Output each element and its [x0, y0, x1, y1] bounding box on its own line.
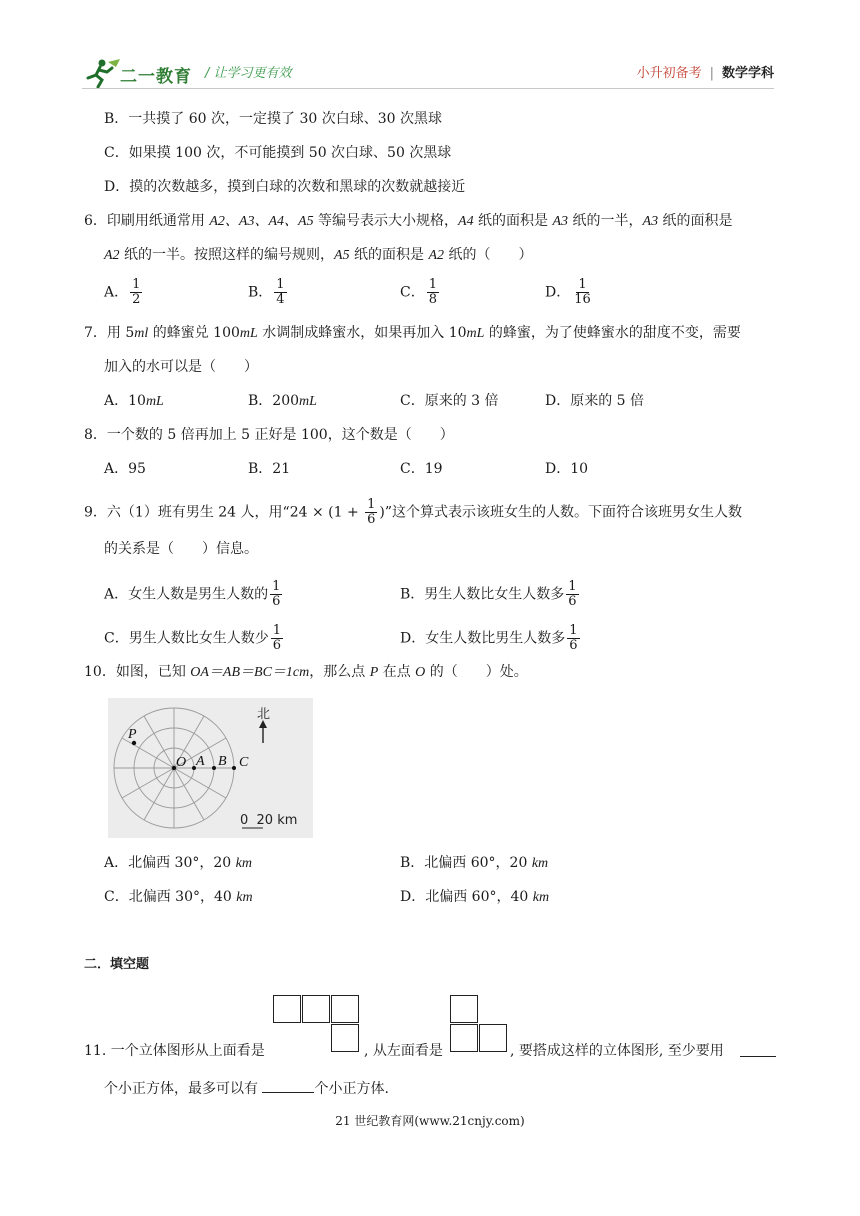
q9-option-d: [400, 624, 582, 653]
q11-text: 个小正方体.: [314, 1081, 389, 1097]
numerator: 1: [578, 277, 587, 292]
point-label: P: [369, 665, 379, 680]
label-a: A: [196, 754, 205, 769]
answer-blank-min[interactable]: [740, 1056, 776, 1057]
denominator: 6: [569, 638, 578, 653]
grid-cell: [331, 995, 359, 1023]
q7-text: 水调制成蜂蜜水，如果再加入 10: [257, 325, 467, 341]
header-right: [637, 62, 774, 81]
option-label: C．: [400, 284, 425, 301]
q10-option-d: [400, 887, 549, 908]
fraction: [130, 278, 142, 307]
q7-option-b: [248, 391, 317, 412]
q6-text: 6．印刷用纸通常用: [84, 213, 210, 229]
scale-label: 0 20 km: [240, 813, 298, 828]
q10-text: 10．如图，已知: [84, 664, 191, 680]
page-footer: 21 世纪教育网(www.21cnjy.com): [335, 1114, 525, 1128]
q6-stem-line1: [84, 211, 733, 232]
q9-option-c: [104, 624, 285, 653]
q10-option-b: [400, 853, 548, 874]
option-label: D．: [545, 284, 571, 301]
fraction: [274, 278, 286, 307]
header-divider: [82, 88, 774, 89]
label-b: B: [218, 754, 227, 769]
q7-option-c: C．原来的 3 倍: [400, 393, 499, 409]
unit: km: [236, 890, 253, 905]
q6-option-b: [248, 278, 289, 307]
q6-codes: A2、A3、A4、A5: [209, 214, 314, 229]
q11-text: 个小正方体，最多可以有: [104, 1081, 263, 1097]
q9-expression: 24 × (1 +: [289, 504, 364, 521]
option-text: A．10: [104, 393, 146, 409]
q6-text: 纸的一半。按照这样的编号规则，: [119, 247, 335, 263]
denominator: 8: [428, 292, 437, 307]
fraction: [270, 580, 282, 609]
q7-stem-line2: 加入的水可以是（ ）: [104, 359, 258, 375]
q7-text: 的蜂蜜兑 100: [148, 325, 240, 341]
denominator: 6: [272, 594, 281, 609]
unit: ml: [134, 326, 149, 341]
q7-option-a: [104, 391, 164, 412]
grid-cell: [479, 1024, 507, 1052]
fraction: [567, 624, 579, 653]
q6-code: A2: [104, 248, 120, 263]
q6-code: A4: [458, 214, 474, 229]
q9-option-b: [400, 580, 581, 609]
answer-blank-max[interactable]: [262, 1078, 314, 1093]
option-text: A．女生人数是男生人数的: [104, 586, 269, 603]
fraction: [427, 278, 439, 307]
q8-stem: 8．一个数的 5 倍再加上 5 正好是 100，这个数是（ ）: [84, 427, 454, 443]
option-text: D．北偏西 60°，40: [400, 889, 533, 905]
label-c: C: [239, 755, 249, 770]
top-view-shape: [273, 995, 363, 1055]
q11-part1: 11. 一个立体图形从上面看是: [84, 1043, 265, 1059]
q10-stem: [84, 662, 528, 683]
header-separator: |: [709, 66, 714, 81]
q7-text: 的蜂蜜，为了使蜂蜜水的甜度不变，需要: [484, 325, 741, 341]
label-o: O: [176, 755, 187, 770]
q9-text: ”这个算式表示该班女生的人数。下面符合该班男女生人数: [384, 504, 743, 521]
option-text: D．女生人数比男生人数多: [400, 630, 566, 647]
point-c-dot: [232, 766, 236, 770]
numerator: 1: [276, 277, 285, 292]
q6-code: A3: [552, 214, 569, 229]
grid-cell: [331, 1024, 359, 1052]
q7-option-d: D．原来的 5 倍: [545, 393, 645, 409]
option-text: C．北偏西 30°，40: [104, 889, 237, 905]
q11-part2: , 从左面看是: [364, 1043, 443, 1059]
grid-cell: [302, 995, 330, 1023]
q6-code: A2: [428, 248, 445, 263]
q9-expression: ): [379, 504, 385, 521]
q11-part3: , 要搭成这样的立体图形, 至少要用: [510, 1043, 724, 1059]
numerator: 1: [132, 277, 141, 292]
option-text: B．200: [248, 393, 300, 409]
option-text: A．北偏西 30°，20: [104, 855, 236, 871]
q6-option-d: [545, 278, 595, 307]
point-label: O: [415, 665, 426, 680]
q6-text: 纸的面积是: [658, 213, 733, 229]
subject-label: 数学学科: [721, 66, 774, 81]
denominator: 4: [276, 292, 285, 307]
q8-option-b: B．21: [248, 461, 291, 477]
q10-text: 在点: [378, 664, 416, 680]
fraction: [566, 580, 578, 609]
option-label: B．: [248, 284, 273, 301]
left-view-shape: [450, 995, 510, 1055]
q6-code: A5: [334, 248, 350, 263]
q10-option-a: [104, 853, 252, 874]
fraction: [271, 624, 283, 653]
unit: mL: [239, 326, 258, 341]
q6-option-c: [400, 278, 441, 307]
fraction: [572, 278, 593, 307]
runner-logo-icon: [82, 58, 122, 88]
q6-stem-line2: [104, 245, 533, 266]
q9-text: 9．六（1）班有男生 24 人，用“: [84, 504, 290, 521]
grid-cell: [450, 995, 478, 1023]
point-b-dot: [212, 766, 216, 770]
unit: mL: [145, 394, 164, 409]
grid-cell: [450, 1024, 478, 1052]
unit: mL: [299, 394, 317, 409]
option-text: B．北偏西 60°，20: [400, 855, 532, 871]
slogan: / 让学习更有效: [205, 66, 292, 81]
q6-text: 纸的一半，: [568, 213, 643, 229]
denominator: 6: [568, 594, 577, 609]
north-label: 北: [257, 707, 271, 722]
q11-line2: [104, 1078, 389, 1099]
q8-option-c: C．19: [400, 461, 443, 477]
option-text: C．男生人数比女生人数少: [104, 630, 269, 647]
grid-cell: [273, 995, 301, 1023]
numerator: 1: [367, 497, 376, 512]
q10-option-c: [104, 887, 253, 908]
numerator: 1: [272, 623, 281, 638]
q10-equation: OA＝AB＝BC＝1cm: [190, 665, 310, 680]
q8-option-d: D．10: [545, 461, 589, 477]
denominator: 2: [132, 292, 141, 307]
q5-option-b: B．一共摸了 60 次，一定摸了 30 次白球、30 次黑球: [104, 111, 442, 127]
q9-stem-line1: [84, 498, 742, 527]
compass-diagram: [108, 698, 313, 838]
denominator: 16: [574, 292, 591, 307]
numerator: 1: [569, 623, 578, 638]
section-title: 二．填空题: [84, 957, 150, 972]
unit: mL: [466, 326, 485, 341]
q6-text: 纸的面积是: [473, 213, 553, 229]
exam-label: 小升初备考: [636, 66, 702, 81]
numerator: 1: [428, 277, 437, 292]
numerator: 1: [568, 579, 577, 594]
unit: km: [531, 856, 549, 871]
denominator: 6: [272, 638, 281, 653]
q7-stem-line1: [84, 323, 741, 344]
q9-option-a: [104, 580, 284, 609]
q5-option-c: C．如果摸 100 次，不可能摸到 50 次白球、50 次黑球: [104, 145, 452, 161]
q7-text: 7．用 5: [84, 325, 135, 341]
q6-text: 纸的（ ）: [444, 247, 533, 263]
brand-name: 二一教育: [120, 67, 192, 87]
q6-text: 等编号表示大小规格，: [313, 213, 459, 229]
q6-option-a: [104, 278, 144, 307]
numerator: 1: [272, 579, 281, 594]
q8-option-a: A．95: [104, 461, 146, 477]
denominator: 6: [367, 512, 376, 527]
fraction: [365, 498, 377, 527]
q5-option-d: D．摸的次数越多，摸到白球的次数和黑球的次数就越接近: [104, 179, 466, 195]
q6-text: 纸的面积是: [349, 247, 429, 263]
unit: km: [235, 856, 252, 871]
q9-stem-line2: 的关系是（ ）信息。: [104, 541, 258, 557]
q10-text: 的（ ）处。: [425, 664, 528, 680]
q10-text: ，那么点: [309, 664, 370, 680]
q6-code: A3: [642, 214, 659, 229]
label-p: P: [128, 727, 137, 742]
unit: km: [532, 890, 550, 905]
option-label: A．: [104, 284, 129, 301]
option-text: B．男生人数比女生人数多: [400, 586, 565, 603]
